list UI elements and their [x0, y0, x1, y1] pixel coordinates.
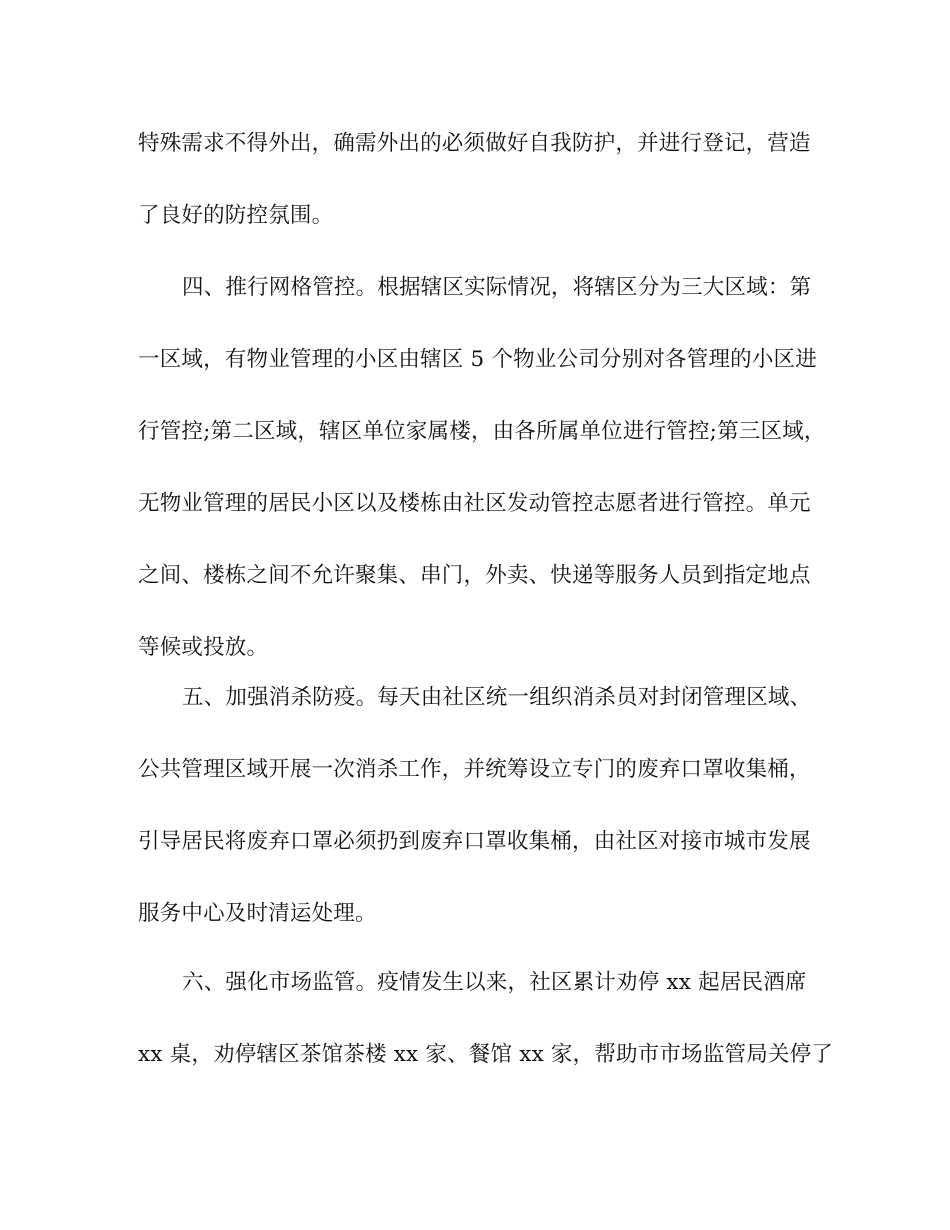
text-line: 之间、楼栋之间不允许聚集、串门，外卖、快递等服务人员到指定地点 — [138, 563, 811, 588]
paragraph-heading-line: 四、推行网格管控。根据辖区实际情况，将辖区分为三大区域：第 — [182, 275, 812, 300]
text-line: 无物业管理的居民小区以及楼栋由社区发动管控志愿者进行管控。单元 — [138, 491, 811, 516]
text-line: 了良好的防控氛围。 — [138, 203, 334, 228]
text-line: 特殊需求不得外出，确需外出的必须做好自我防护，并进行登记，营造 — [138, 131, 811, 156]
text-line: 公共管理区域开展一次消杀工作，并统筹设立专门的废弃口罩收集桶， — [138, 757, 811, 782]
text-line: 一区域，有物业管理的小区由辖区 5 个物业公司分别对各管理的小区进 — [138, 347, 817, 372]
paragraph-heading-line: 六、强化市场监管。疫情发生以来，社区累计劝停 xx 起居民酒席 — [182, 970, 807, 995]
text-line: 等候或投放。 — [138, 635, 269, 660]
paragraph-heading-line: 五、加强消杀防疫。每天由社区统一组织消杀员对封闭管理区域、 — [182, 685, 812, 710]
text-line: 服务中心及时清运处理。 — [138, 901, 377, 926]
text-line: 行管控;第二区域，辖区单位家属楼，由各所属单位进行管控;第三区域， — [138, 419, 826, 444]
text-line: xx 桌，劝停辖区茶馆茶楼 xx 家、餐馆 xx 家，帮助市市场监管局关停了 — [138, 1042, 834, 1067]
text-line: 引导居民将废弃口罩必须扔到废弃口罩收集桶，由社区对接市城市发展 — [138, 829, 811, 854]
